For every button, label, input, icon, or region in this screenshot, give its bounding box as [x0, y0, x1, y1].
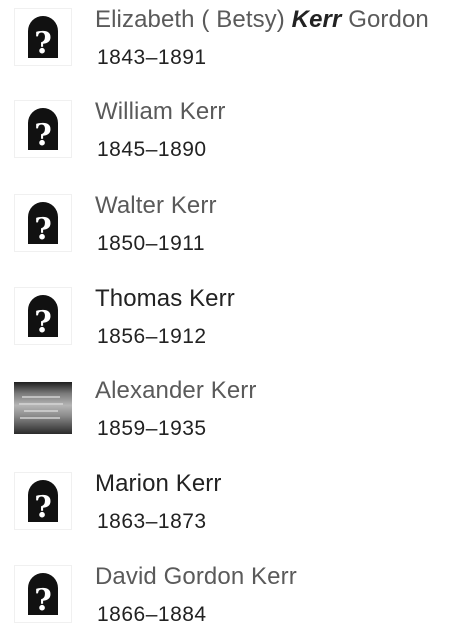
svg-text:?: ?: [34, 26, 52, 61]
list-item-thomas-kerr[interactable]: [0, 279, 473, 359]
svg-text:?: ?: [34, 212, 52, 247]
list-item-william-kerr[interactable]: [0, 92, 473, 172]
list-item-david-gordon-kerr[interactable]: [0, 557, 473, 637]
name-part-married: Gordon: [341, 6, 429, 33]
person-name[interactable]: Walter Kerr: [95, 192, 217, 219]
name-part-given: Elizabeth ( Betsy): [95, 6, 292, 33]
person-name[interactable]: Thomas Kerr: [95, 285, 235, 312]
name-part-surname: Kerr: [291, 6, 342, 33]
svg-text:?: ?: [34, 583, 52, 618]
person-photo-thumbnail: [14, 382, 72, 434]
person-dates: 1845–1890: [97, 138, 207, 161]
person-name[interactable]: Alexander Kerr: [95, 377, 257, 404]
unknown-person-icon: [14, 287, 72, 345]
svg-text:?: ?: [34, 118, 52, 153]
unknown-person-icon: [14, 565, 72, 623]
person-name[interactable]: David Gordon Kerr: [95, 563, 297, 590]
person-dates: 1843–1891: [97, 46, 207, 69]
person-dates: 1850–1911: [97, 232, 206, 255]
person-name[interactable]: [95, 6, 429, 34]
person-name[interactable]: William Kerr: [95, 98, 226, 125]
unknown-person-icon: [14, 472, 72, 530]
svg-text:?: ?: [34, 305, 52, 340]
unknown-person-icon: [14, 8, 72, 66]
list-item-marion-kerr[interactable]: [0, 464, 473, 544]
list-item-alexander-kerr[interactable]: [0, 371, 473, 451]
svg-text:?: ?: [34, 490, 52, 525]
person-dates: 1863–1873: [97, 510, 207, 533]
unknown-person-icon: [14, 100, 72, 158]
unknown-person-icon: [14, 194, 72, 252]
person-dates: 1859–1935: [97, 417, 207, 440]
list-item-elizabeth-kerr-gordon[interactable]: [0, 0, 473, 80]
person-dates: 1866–1884: [97, 603, 207, 626]
list-item-walter-kerr[interactable]: [0, 186, 473, 266]
person-name[interactable]: Marion Kerr: [95, 470, 222, 497]
person-dates: 1856–1912: [97, 325, 207, 348]
